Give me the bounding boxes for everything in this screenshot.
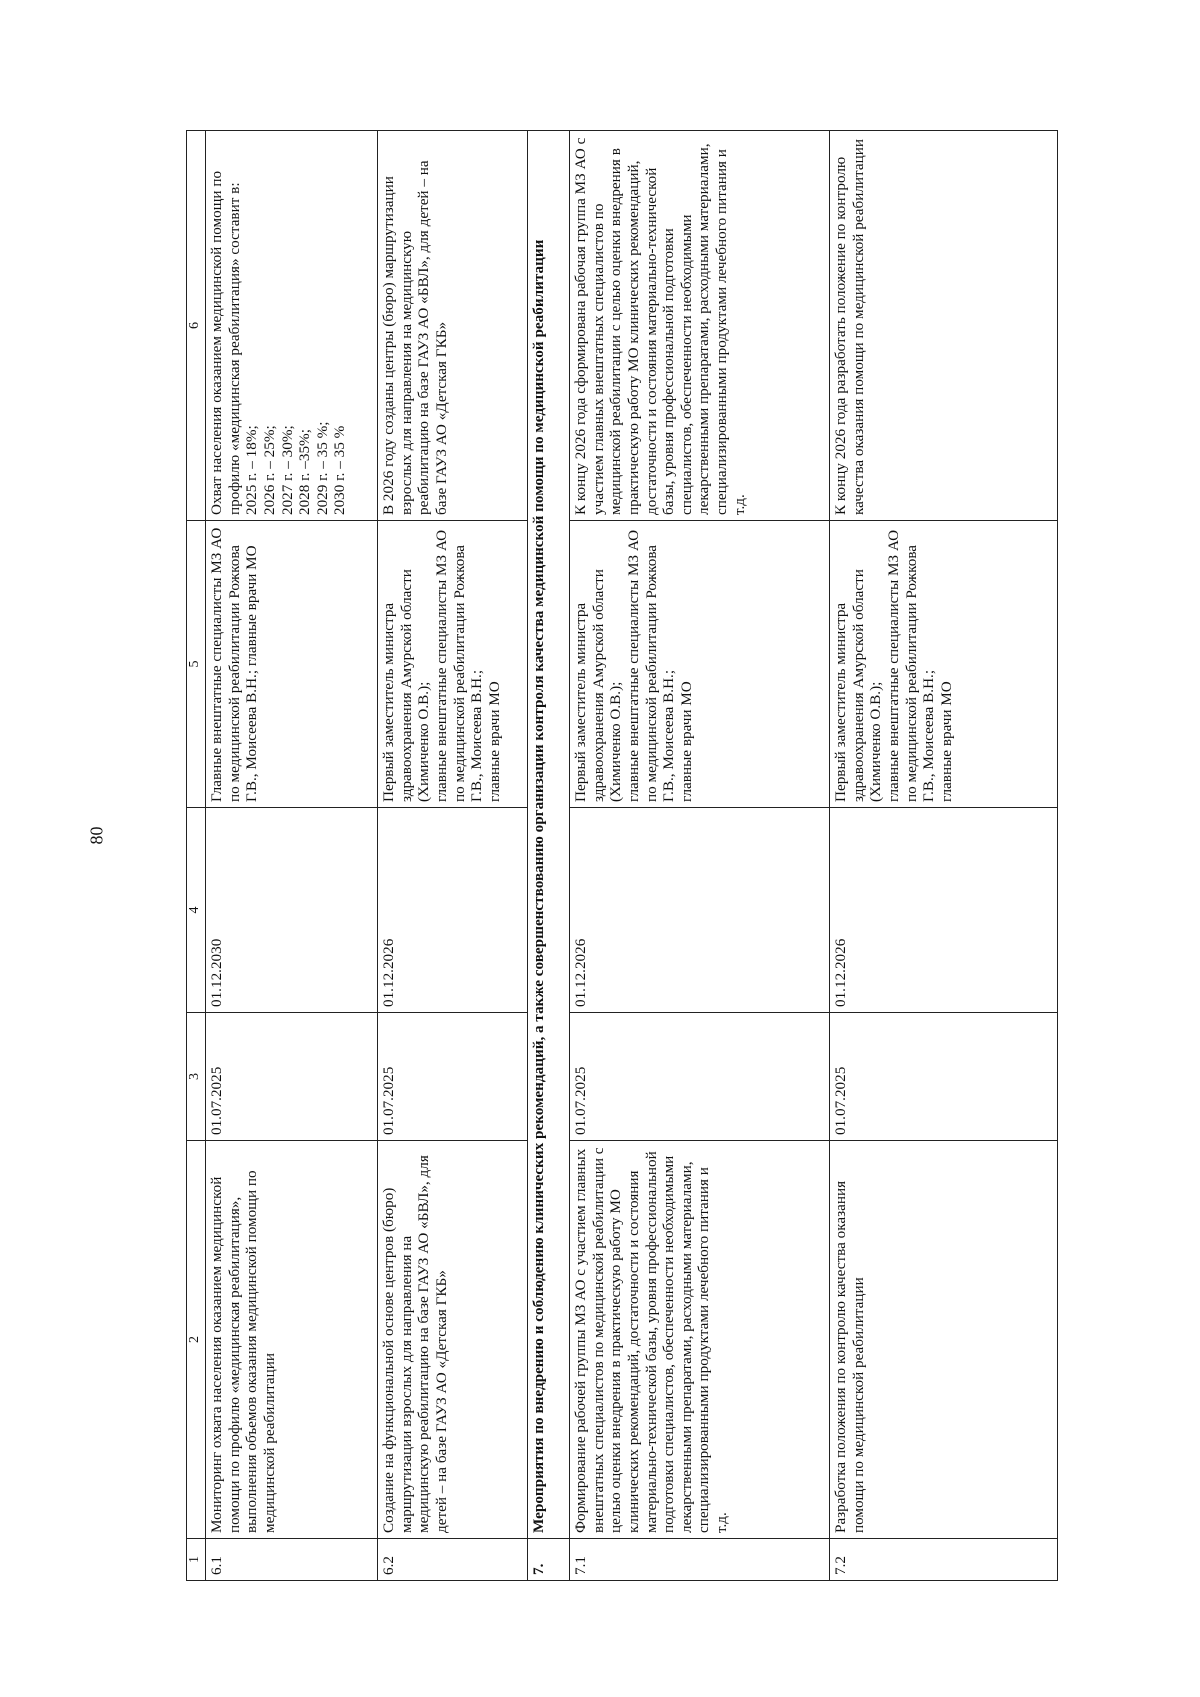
section-row — [528, 131, 570, 1581]
activity-cell: Формирование рабочей группы МЗ АО с участием главных внештатных специалистов по медицинской реабилитации с целью оценки внедрения в практическую работу МО клинических рекомендаций, достаточности и состояния материально-технической базы, уровня профессиональной подготовки специалистов, обеспеченности необходимыми лекарственными препаратами, расходными материалами, специализированными продуктами лечебного питания и т.д. — [570, 1141, 830, 1539]
table-row — [570, 131, 830, 1581]
header-cell-6: 6 — [187, 131, 206, 521]
result-line: К концу 2026 года разработать положение по контролю качества оказания помощи по медицинской реабилитации — [832, 139, 867, 515]
responsible-line: Первый заместитель министра здравоохранения Амурской области (Химиченко О.В.); — [832, 569, 885, 802]
result-line: 2027 г. – 30%; — [278, 425, 296, 515]
responsible-line: Первый заместитель министра здравоохранения Амурской области (Химиченко О.В.); — [572, 569, 625, 802]
result-line: 2029 г. – 35 %; — [313, 421, 331, 515]
table-row — [206, 131, 378, 1581]
rotated-table-container — [186, 131, 1056, 1581]
row-number: 6.2 — [378, 1539, 528, 1581]
row-number: 6.1 — [206, 1539, 378, 1581]
activity-cell: Мониторинг охвата населения оказанием медицинской помощи по профилю «медицинская реабилитация», выполнения объемов оказания медицинской помощи по медицинской реабилитации — [206, 1141, 378, 1539]
responsible-cell: Главные внештатные специалисты МЗ АО по медицинской реабилитации Рожкова Г.В., Моисеева В.Н.; главные врачи МО — [206, 521, 378, 808]
responsible-line: главные врачи МО — [937, 681, 955, 802]
start-date-cell: 01.07.2025 — [570, 1013, 830, 1141]
section-title: Мероприятия по внедрению и соблюдению клинических рекомендаций, а также совершенствованию организации контроля качества медицинской помощи по медицинской реабилитации — [528, 131, 570, 1539]
header-cell-2: 2 — [187, 1141, 206, 1539]
result-cell — [570, 131, 830, 521]
section-number: 7. — [528, 1539, 570, 1581]
header-row — [187, 131, 206, 1581]
table-row — [378, 131, 528, 1581]
header-cell-3: 3 — [187, 1013, 206, 1141]
result-cell — [206, 131, 378, 521]
responsible-line: главные внештатные специалисты МЗ АО по медицинской реабилитации Рожкова Г.В., Моисеева В.Н.; — [884, 529, 938, 802]
responsible-line: главные врачи МО — [677, 681, 695, 802]
result-cell — [378, 131, 528, 521]
activity-cell: Создание на функциональной основе центров (бюро) маршрутизации взрослых для направления на медицинскую реабилитацию на базе ГАУЗ АО «БВЛ», для детей – на базе ГАУЗ АО «Детская ГКБ» — [378, 1141, 528, 1539]
end-date-cell: 01.12.2026 — [830, 808, 1058, 1013]
responsible-cell — [378, 521, 528, 808]
action-plan-table — [186, 130, 1058, 1581]
activity-cell: Разработка положения по контролю качества оказания помощи по медицинской реабилитации — [830, 1141, 1058, 1539]
start-date-cell: 01.07.2025 — [206, 1013, 378, 1141]
result-line: 2030 г. – 35 % — [331, 425, 349, 515]
responsible-cell — [830, 521, 1058, 808]
result-line: К концу 2026 года сформирована рабочая группа МЗ АО с участием главных внештатных специалистов по медицинской реабилитации с целью оценки внедрения в практическую работу МО клинических рекомендаций, достаточности и состояния материально-технической базы, уровня профессиональной подготовки специалистов, обеспеченности необходимыми лекарственными препаратами, расходными материалами, специализированными продуктами лечебного питания и т.д. — [572, 137, 748, 515]
header-cell-5: 5 — [187, 521, 206, 808]
end-date-cell: 01.12.2030 — [206, 808, 378, 1013]
responsible-line: Первый заместитель министра здравоохранения Амурской области (Химиченко О.В.); — [380, 569, 433, 802]
responsible-line: главные внештатные специалисты МЗ АО по медицинской реабилитации Рожкова Г.В., Моисеева В.Н.; — [432, 529, 486, 802]
responsible-line: главные внештатные специалисты МЗ АО по медицинской реабилитации Рожкова Г.В., Моисеева В.Н.; — [624, 529, 678, 802]
end-date-cell: 01.12.2026 — [570, 808, 830, 1013]
result-line: Охват населения оказанием медицинской помощи по профилю «медицинская реабилитация» составит в: — [208, 170, 243, 515]
result-cell — [830, 131, 1058, 521]
responsible-line: главные врачи МО — [485, 681, 503, 802]
header-cell-4: 4 — [187, 808, 206, 1013]
page-number: 80 — [86, 826, 107, 845]
header-cell-1: 1 — [187, 1539, 206, 1581]
end-date-cell: 01.12.2026 — [378, 808, 528, 1013]
start-date-cell: 01.07.2025 — [830, 1013, 1058, 1141]
result-line: 2026 г. – 25%; — [260, 425, 278, 515]
table-row — [830, 131, 1058, 1581]
row-number: 7.1 — [570, 1539, 830, 1581]
responsible-cell — [570, 521, 830, 808]
result-line: В 2026 году созданы центры (бюро) маршрутизации взрослых для направления на медицинскую реабилитацию на базе ГАУЗ АО «БВЛ», для детей – на базе ГАУЗ АО «Детская ГКБ» — [380, 160, 450, 515]
result-line: 2028 г. –35%; — [296, 429, 314, 515]
result-line: 2025 г. – 18%; — [243, 425, 261, 515]
row-number: 7.2 — [830, 1539, 1058, 1581]
start-date-cell: 01.07.2025 — [378, 1013, 528, 1141]
